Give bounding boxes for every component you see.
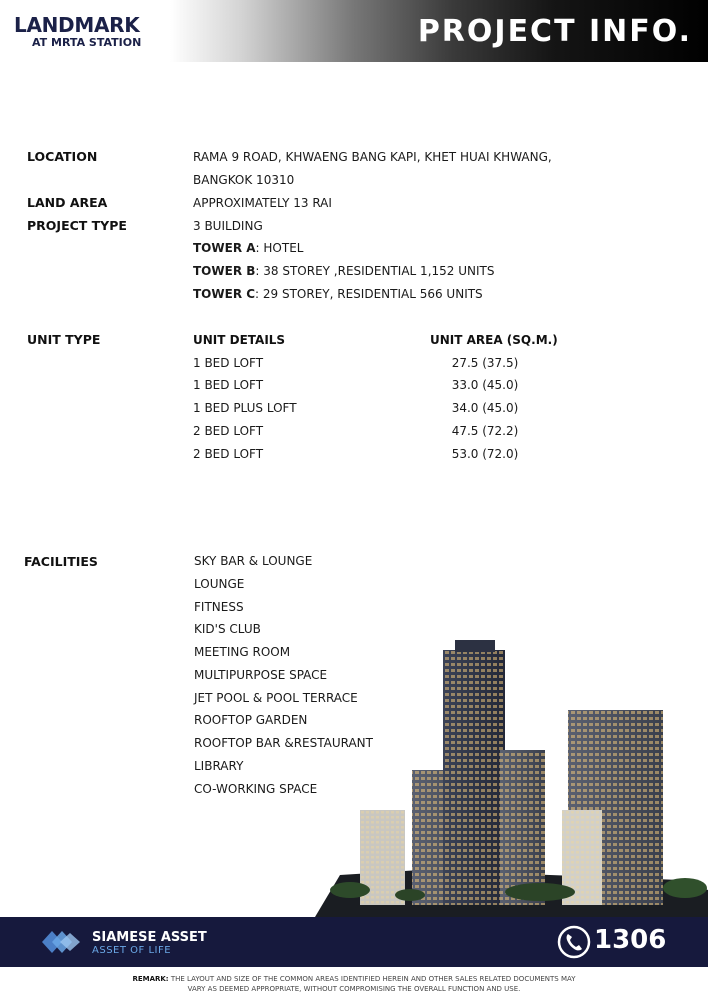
project-type-label: PROJECT TYPE xyxy=(27,218,127,233)
unit-row-1-area: 27.5 (37.5) xyxy=(451,356,519,370)
facility-item: KID'S CLUB xyxy=(194,622,261,636)
remark-text-2: VARY AS DEEMED APPROPRIATE, WITHOUT COMPROMISING THE OVERALL FUNCTION AND USE. xyxy=(187,985,521,993)
tower-b-name: TOWER B xyxy=(193,264,256,278)
brand-subtitle: AT MRTA STATION xyxy=(32,36,142,49)
location-label: LOCATION xyxy=(27,149,98,164)
facility-item: FITNESS xyxy=(194,600,244,614)
location-line-2: BANGKOK 10310 xyxy=(193,173,295,187)
unit-row-3-area: 34.0 (45.0) xyxy=(451,401,519,415)
unit-row-2-area: 33.0 (45.0) xyxy=(451,378,519,392)
tower-c-name: TOWER C xyxy=(193,287,256,301)
facility-item: MULTIPURPOSE SPACE xyxy=(194,668,328,682)
facility-item: SKY BAR & LOUNGE xyxy=(194,554,313,568)
tower-render-image xyxy=(300,620,708,917)
unit-details-header: UNIT DETAILS xyxy=(193,333,286,347)
tower-a-desc: : HOTEL xyxy=(255,241,304,255)
unit-row-4-area: 47.5 (72.2) xyxy=(451,424,519,438)
unit-row-3-detail: 1 BED PLUS LOFT xyxy=(193,401,297,415)
project-type-value: 3 BUILDING xyxy=(193,219,263,233)
unit-area-header: UNIT AREA (SQ.M.) xyxy=(430,333,558,347)
unit-row-5-area: 53.0 (72.0) xyxy=(451,447,519,461)
facility-item: LOUNGE xyxy=(194,577,245,591)
tower-c-desc: : 29 STOREY, RESIDENTIAL 566 UNITS xyxy=(255,287,483,301)
land-area-value: APPROXIMATELY 13 RAI xyxy=(193,196,332,210)
facility-item: JET POOL & POOL TERRACE xyxy=(194,691,358,705)
tower-a-name: TOWER A xyxy=(193,241,256,255)
brand-name: LANDMARK xyxy=(14,13,140,37)
tower-b-line xyxy=(193,264,494,278)
company-tagline: ASSET OF LIFE xyxy=(92,945,172,956)
remark-note xyxy=(0,974,708,994)
company-name: SIAMESE ASSET xyxy=(92,930,207,945)
phone-number[interactable]: 1306 xyxy=(594,925,667,955)
unit-row-5-detail: 2 BED LOFT xyxy=(193,447,264,461)
remark-label: REMARK: xyxy=(132,975,169,983)
facility-item: ROOFTOP GARDEN xyxy=(194,713,308,727)
tower-a-line xyxy=(193,241,303,255)
unit-row-2-detail: 1 BED LOFT xyxy=(193,378,264,392)
land-area-label: LAND AREA xyxy=(27,195,108,210)
facilities-label: FACILITIES xyxy=(24,554,98,569)
unit-row-1-detail: 1 BED LOFT xyxy=(193,356,264,370)
facility-item: LIBRARY xyxy=(194,759,244,773)
location-line-1: RAMA 9 ROAD, KHWAENG BANG KAPI, KHET HUAI KHWANG, xyxy=(193,150,552,164)
facility-item: MEETING ROOM xyxy=(194,645,291,659)
page-title: PROJECT INFO. xyxy=(417,14,692,49)
brand-logo xyxy=(14,14,141,50)
unit-row-4-detail: 2 BED LOFT xyxy=(193,424,264,438)
tower-b-desc: : 38 STOREY ,RESIDENTIAL 1,152 UNITS xyxy=(255,264,495,278)
tower-c-line xyxy=(193,287,483,301)
facility-item: ROOFTOP BAR &RESTAURANT xyxy=(194,736,373,750)
facility-item: CO-WORKING SPACE xyxy=(194,782,318,796)
header-banner xyxy=(0,0,708,62)
footer-bar xyxy=(0,917,708,967)
phone-icon xyxy=(557,925,591,959)
remark-text-1: THE LAYOUT AND SIZE OF THE COMMON AREAS IDENTIFIED HEREIN AND OTHER SALES RELATED DOCUMENTS MAY xyxy=(168,975,576,983)
unit-type-label: UNIT TYPE xyxy=(27,332,101,347)
siamese-asset-logo-icon xyxy=(38,925,84,959)
